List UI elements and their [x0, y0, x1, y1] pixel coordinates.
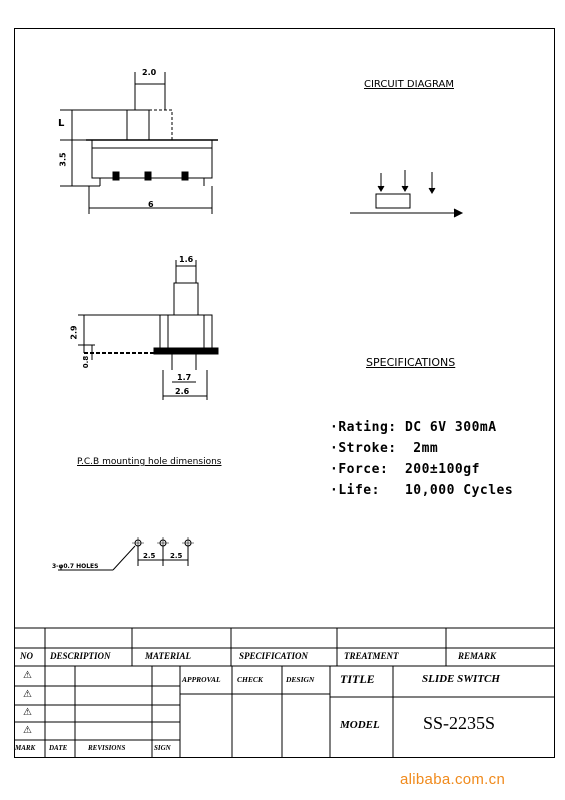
pcb-mounting-title: P.C.B mounting hole dimensions	[77, 457, 222, 467]
spec-rating: ·Rating: DC 6V 300mA	[330, 420, 497, 435]
footer-sign: SIGN	[154, 744, 171, 752]
dim-top-width: 2.0	[142, 68, 157, 77]
dim-left-L: L	[58, 118, 65, 129]
holes-label: 3-φ0.7 HOLES	[52, 563, 99, 570]
dim-side-inner: 1.7	[177, 373, 192, 382]
footer-mark: MARK	[15, 744, 36, 752]
spec-force: ·Force: 200±100gf	[330, 462, 480, 477]
watermark: alibaba.com.cn	[400, 771, 506, 788]
revision-mark-2: ⚠	[23, 689, 32, 700]
title-value: SLIDE SWITCH	[422, 673, 500, 685]
header-specification: SPECIFICATION	[239, 651, 309, 661]
footer-revisions: REVISIONS	[88, 744, 126, 752]
revision-mark-3: ⚠	[23, 707, 32, 718]
dim-side-top: 1.6	[179, 255, 194, 264]
title-block-grid	[14, 628, 555, 758]
dim-side-small: 0.8	[82, 355, 91, 369]
header-description: DESCRIPTION	[50, 651, 111, 661]
dim-bottom-width: 6	[148, 200, 154, 209]
dim-pcb-left: 2.5	[143, 552, 156, 560]
model-value: SS-2235S	[423, 713, 496, 733]
dim-pcb-right: 2.5	[170, 552, 183, 560]
header-material: MATERIAL	[145, 651, 192, 661]
approval-label: APPROVAL	[182, 675, 221, 684]
header-treatment: TREATMENT	[344, 651, 399, 661]
dim-left-height: 3.5	[58, 152, 68, 167]
header-no: NO	[20, 651, 33, 661]
revision-mark-4: ⚠	[23, 725, 32, 736]
dim-side-outer: 2.6	[175, 387, 190, 396]
revision-mark-1: ⚠	[23, 670, 32, 681]
footer-date: DATE	[49, 744, 68, 752]
side-view-drawing	[78, 260, 218, 400]
check-label: CHECK	[237, 675, 263, 684]
dim-side-height: 2.9	[69, 325, 79, 340]
title-label: TITLE	[340, 672, 375, 686]
circuit-diagram-title: CIRCUIT DIAGRAM	[364, 79, 454, 90]
circuit-diagram	[350, 170, 462, 217]
top-view-drawing	[60, 72, 218, 214]
spec-life: ·Life: 10,000 Cycles	[330, 483, 514, 498]
spec-stroke: ·Stroke: 2mm	[330, 441, 439, 456]
header-remark: REMARK	[458, 651, 497, 661]
specifications-title: SPECIFICATIONS	[366, 356, 456, 369]
design-label: DESIGN	[286, 675, 315, 684]
model-label: MODEL	[340, 719, 380, 731]
